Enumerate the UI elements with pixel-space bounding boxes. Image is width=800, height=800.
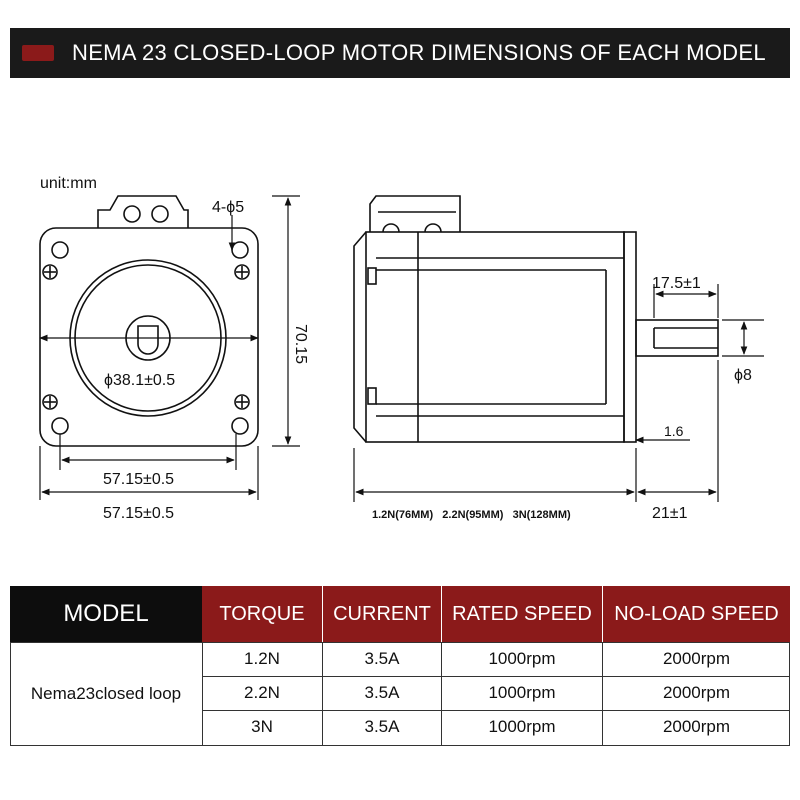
motor-body [366, 232, 624, 442]
connector-pin-2 [152, 206, 168, 222]
body-lengths-label: 1.2N(76MM) 2.2N(95MM) 3N(128MM) [372, 509, 571, 521]
table-cell: 3.5A [364, 649, 400, 668]
flange-width-label: 57.15±0.5 [103, 505, 175, 522]
side-connector-pin-2 [425, 224, 441, 232]
header-current: CURRENT [323, 586, 441, 642]
mount-hole-br [232, 418, 248, 434]
side-connector-pin-1 [383, 224, 399, 232]
page-title: NEMA 23 CLOSED-LOOP MOTOR DIMENSIONS OF EACH MODEL [72, 40, 766, 65]
side-flange [624, 232, 636, 442]
holes-label: 4-ϕ5 [212, 199, 245, 216]
shaft-diameter-label: ϕ8 [734, 367, 752, 384]
height-label: 70.15 [292, 324, 309, 365]
side-shaft [636, 320, 718, 356]
table-cell: 2000rpm [662, 683, 731, 702]
connector-pin-1 [124, 206, 140, 222]
unit-label: unit:mm [40, 175, 97, 192]
header-rated-speed: RATED SPEED [442, 586, 602, 642]
header-no-load-speed: NO-LOAD SPEED [603, 586, 790, 642]
connector-tab [98, 196, 188, 228]
model-cell: Nema23closed loop [30, 684, 182, 703]
side-screw-bottom [368, 388, 376, 404]
shaft-flat [138, 326, 158, 354]
spec-table [10, 586, 790, 746]
mount-hole-bl [52, 418, 68, 434]
shaft-length-label: 17.5±1 [652, 275, 701, 292]
side-connector [370, 196, 460, 232]
table-cell: 3.5A [364, 717, 400, 736]
table-cell: 1.2N [244, 649, 280, 668]
boss-diameter-label: ϕ38.1±0.5 [104, 372, 176, 389]
table-cell: 1000rpm [488, 683, 556, 702]
table-cell: 2.2N [244, 683, 280, 702]
mount-hole-tr [232, 242, 248, 258]
table-cell: 3N [251, 717, 273, 736]
table-cell: 2000rpm [662, 717, 731, 736]
header-torque: TORQUE [202, 586, 322, 642]
side-view [354, 196, 718, 442]
flange-thickness-label: 1.6 [664, 423, 684, 439]
screw-tl [43, 265, 57, 279]
table-cell: 1000rpm [488, 649, 556, 668]
front-view [40, 196, 258, 446]
screw-bl [43, 395, 57, 409]
side-dimensions [354, 284, 764, 502]
front-dimensions [40, 196, 300, 500]
table-cell: 3.5A [364, 683, 400, 702]
header-model: MODEL [10, 586, 202, 642]
hole-spacing-label: 57.15±0.5 [103, 471, 175, 488]
table-cell: 1000rpm [488, 717, 556, 736]
mount-hole-tl [52, 242, 68, 258]
side-screw-top [368, 268, 376, 284]
screw-tr [235, 265, 249, 279]
rear-cap [354, 232, 366, 442]
shaft-total-label: 21±1 [652, 505, 688, 522]
table-cell: 2000rpm [662, 649, 731, 668]
screw-br [235, 395, 249, 409]
